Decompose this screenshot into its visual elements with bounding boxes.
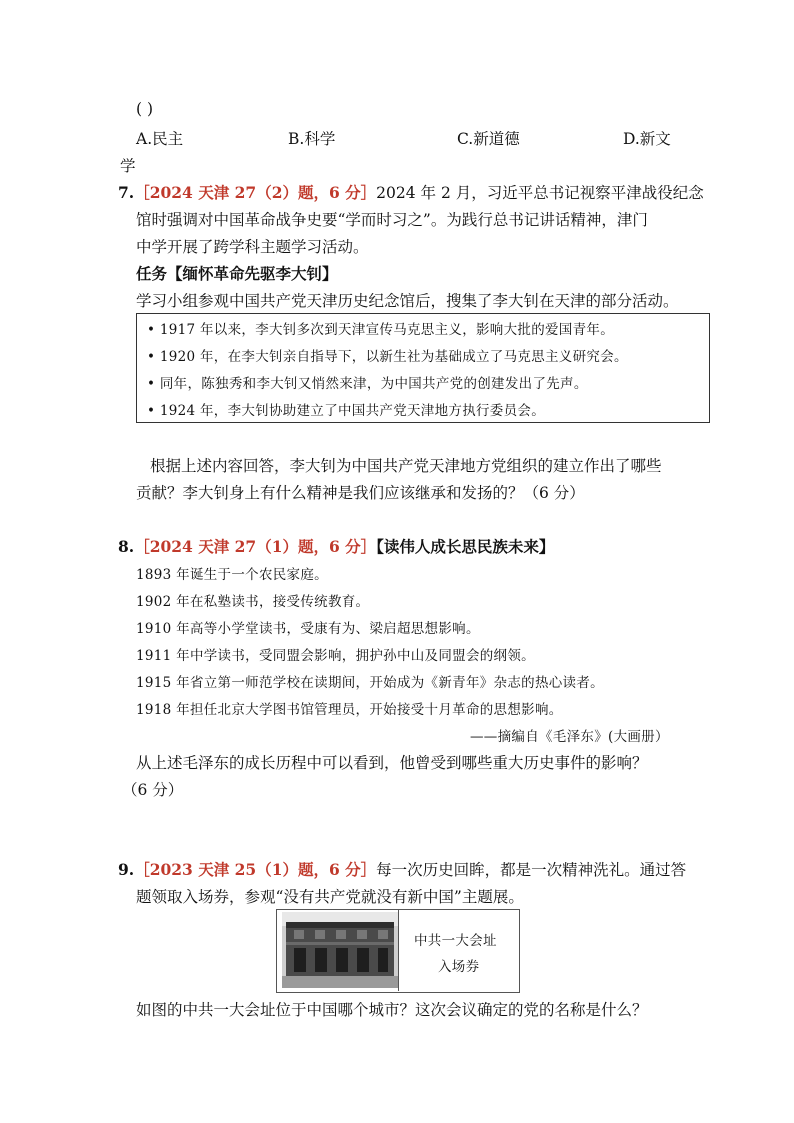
ticket-title: 中共一大会址 bbox=[414, 933, 497, 949]
question-9-line2: 题领取入场券，参观“没有共产党就没有新中国”主题展。 bbox=[136, 888, 524, 906]
biography-line: 1902 年在私塾读书，接受传统教育。 bbox=[136, 594, 370, 610]
option-d: D.新文 bbox=[623, 130, 671, 148]
question-8-header bbox=[118, 535, 554, 557]
question-text: 每一次历史回眸，都是一次精神洗礼。通过答 bbox=[376, 861, 687, 879]
activity-item: • 1920 年，在李大钊亲自指导下，以新生社为基础成立了马克思主义研究会。 bbox=[147, 349, 628, 365]
building-photo bbox=[282, 912, 398, 988]
question-7-header bbox=[118, 181, 704, 203]
option-a: A.民主 bbox=[136, 130, 184, 148]
question-9-prompt: 如图的中共一大会址位于中国哪个城市？这次会议确定的党的名称是什么？ bbox=[136, 1001, 648, 1019]
question-source: ［2024 天津 27（2）题，6 分］ bbox=[134, 183, 377, 202]
option-d-wrap: 学 bbox=[120, 157, 136, 175]
question-8-prompt-line1: 从上述毛泽东的成长历程中可以看到，他曾受到哪些重大历史事件的影响？ bbox=[136, 754, 648, 772]
activity-item: • 1917 年以来，李大钊多次到天津宣传马克思主义，影响大批的爱国青年。 bbox=[147, 322, 615, 338]
activity-item: • 1924 年，李大钊协助建立了中国共产党天津地方执行委员会。 bbox=[147, 403, 546, 419]
question-8-prompt-line2: （6 分） bbox=[122, 781, 184, 799]
task-intro: 学习小组参观中国共产党天津历史纪念馆后，搜集了李大钊在天津的部分活动。 bbox=[136, 292, 679, 310]
question-number: 8. bbox=[118, 537, 135, 556]
ticket-divider bbox=[398, 909, 399, 991]
biography-line: 1910 年高等小学堂读书，受康有为、梁启超思想影响。 bbox=[136, 621, 480, 637]
biography-line: 1911 年中学读书，受同盟会影响，拥护孙中山及同盟会的纲领。 bbox=[136, 648, 535, 664]
question-7-prompt-line1: 根据上述内容回答，李大钊为中国共产党天津地方党组织的建立作出了哪些 bbox=[150, 457, 662, 475]
task-title: 任务【缅怀革命先驱李大钊】 bbox=[136, 264, 338, 283]
option-b: B.科学 bbox=[288, 130, 336, 148]
option-c: C.新道德 bbox=[457, 130, 520, 148]
biography-line: 1893 年诞生于一个农民家庭。 bbox=[136, 567, 328, 583]
question-7-prompt-line2: 贡献？李大钊身上有什么精神是我们应该继承和发扬的？（6 分） bbox=[136, 484, 585, 502]
question-number: 7. bbox=[118, 183, 135, 202]
ticket-subtitle: 入场券 bbox=[438, 959, 480, 975]
biography-line: 1918 年担任北京大学图书馆管理员，开始接受十月革命的思想影响。 bbox=[136, 702, 563, 718]
answer-parentheses: ( ) bbox=[136, 100, 154, 118]
question-7-line3: 中学开展了跨学科主题学习活动。 bbox=[136, 238, 369, 256]
question-title: 【读伟人成长思民族未来】 bbox=[376, 537, 555, 556]
question-source: ［2024 天津 27（1）题，6 分］ bbox=[134, 537, 377, 556]
question-text: 2024 年 2 月，习近平总书记视察平津战役纪念 bbox=[376, 184, 704, 202]
question-number: 9. bbox=[118, 860, 135, 879]
biography-line: 1915 年省立第一师范学校在读期间，开始成为《新青年》杂志的热心读者。 bbox=[136, 675, 604, 691]
question-7-line2: 馆时强调对中国革命战争史要“学而时习之”。为践行总书记讲话精神，津门 bbox=[136, 211, 648, 229]
question-source: ［2023 天津 25（1）题，6 分］ bbox=[134, 860, 377, 879]
activity-item: • 同年，陈独秀和李大钊又悄然来津，为中国共产党的创建发出了先声。 bbox=[147, 376, 588, 392]
citation: ——摘编自《毛泽东》(大画册） bbox=[470, 729, 669, 745]
question-9-header bbox=[118, 858, 686, 880]
